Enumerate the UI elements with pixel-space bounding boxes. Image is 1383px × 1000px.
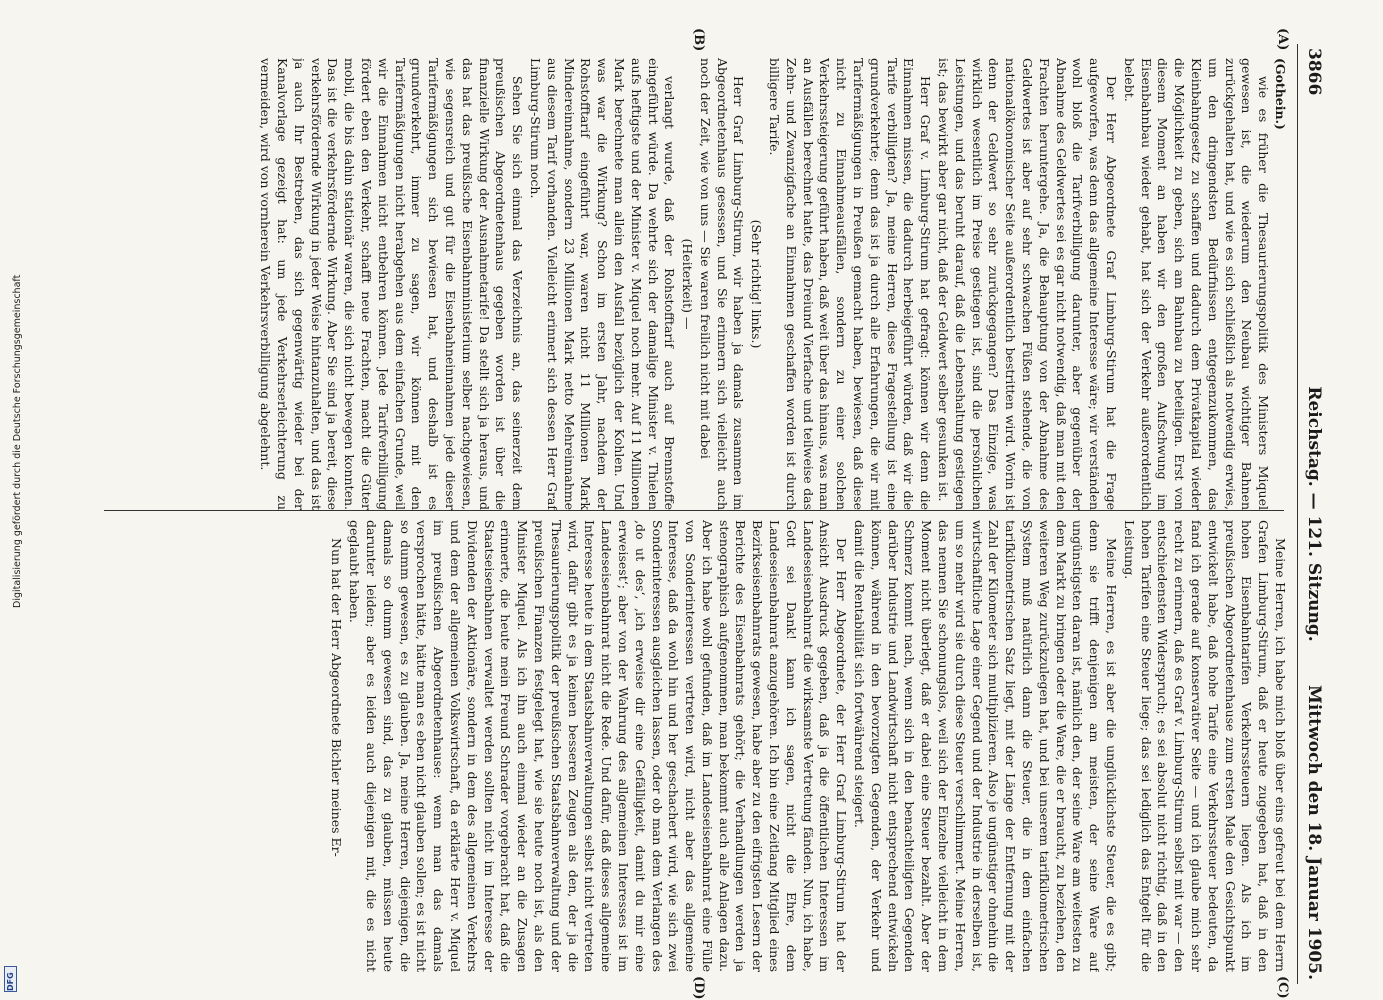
interjection: (Sehr richtig! links.) (749, 219, 765, 349)
digitization-credit: Digitalisierung gefördert durch die Deutsche Forschungsgemeinschaft (12, 274, 23, 608)
session-date: Mittwoch den 18. Januar 1905. (1304, 685, 1324, 980)
paragraph: Der Herr Abgeordnete, der Herr Graf Limburg-Stirum hat der Ansicht Ausdruck gegeben, daß ja die öffentlichen Interessen im Landeseisenbahnrat die wirksamste Vertretung fänden. Nun, ich habe, Gott sei Dank! kann ich sagen, nicht die Ehre, dem Landeseisenbahnrat anzugehören. Ich bin eine Zeitlang Mitglied eines Bezirkseisenbahnrats gewesen, habe aber zu den eifrigsten Lesern der Berichte des Eisenbahnrats gehört; die Verhandlungen werden ja stenographisch aufgenommen, man bekommt auch alle Anlagen dazu. Aber ich habe wohl gefunden, daß im Landeseisenbahnrat eine Fülle von Sonderinteressen vertreten wird, nicht aber das allgemeine Interesse, daß da wohl hin und her geschachert wird, wie sich zwei Sonderinteressen ausgleichen lassen, oder ob man dem Verlangen des ‚do ut des‘, ‚ich erweise dir eine Gefälligkeit, damit du mir eine erweisest‘; aber von der Wahrung des allgemeinen Interesses ist im Landeseisenbahnrat nicht die Rede. Und dafür, daß dieses allgemeine Interesse heute in dem Staatsbahnverwaltungen selbst nicht vertreten wird, dafür gibt es ja keinen besseren Zeugen als den, der ja die Thesaurierungspolitik der preußischen Staatsbahnverwaltung und der preußischen Finanzen festgelegt hat, wie sie heute noch ist, als den Minister Miquel. Als ich ihn auch einmal wieder an die Zusagen erinnerte, die heute mein Freund Schrader vorgebracht hat, daß die Staatseisenbahnen verwaltet werden sollten nicht im Interesse der Dividenden der Aktionäre, sondern in dem des allgemeinen Verkehrs und dem der allgemeinen Volkswirtschaft, da erklärte Herr v. Miquel im preußischen Abgeordnetenhause: wenn man das damals versprochen hätte, hätte man es eben nicht glauben sollen; es ist nicht so dumm gewesen, es zu glauben. Ja, meine Herren, diejenigen, die damals so dumm gewesen sind, das zu glauben, müssen heute darunter leiden; aber es leiden auch diejenigen mit, die es nicht geglaubt haben. (347, 520, 850, 972)
interjection: (Heiterkeit) — (680, 238, 696, 330)
speaker-tag: (Gothein.) (1273, 58, 1288, 130)
margin-marker-c: (C) (1275, 976, 1290, 999)
digitization-footer (0, 0, 23, 1000)
paragraph: Herr Graf Limburg-Stirum, wir haben ja damals zusammen im Abgeordnetenhaus gesessen, und Sie erinnern sich vielleicht auch noch der Zeit, wie von uns — Sie waren freilich nicht mit dabei (697, 58, 747, 510)
paragraph: Herr Graf v. Limburg-Stirum hat gefragt: können wir denn die Einnahmen missen, die dadurch herbeigeführt würden, daß wir die Tarife verbilligten? Ja, meine Herren, diese Fragestellung ist eine grundverkehrte; denn das ist ja durch alle Erfahrungen, die wir mit Tarifermäßigungen in Preußen gemacht haben, bewiesen, daß diese nicht zu Einnahmeausfällen, sondern zu einer solchen Verkehrssteigerung geführt haben, daß weit über das hinaus, was man an Ausfällen berechnet hatte, das Dreiund Vierfache und teilweise das Zehn- und Zwanzigfache an Einnahmen geschaffen worden ist durch billigere Tarife. (767, 58, 934, 510)
paragraph: Sehen Sie sich einmal das Verzeichnis an, das seinerzeit dem preußischen Abgeordnetenhaus gegeben worden ist über die finanzielle Wirkung der Ausnahmetarife! Da stellt sich ja heraus, und das hat das preußische Eisenbahnministerium selber nachgewiesen, wie segensreich und gut für die Eisenbahneinnahmen jede dieser Tarifermäßigungen sich bewiesen hat, und deshalb ist es grundverkehrt, immer zu sagen, wir können mit den Tarifermäßigungen nicht herabgehen aus dem einfachen Grunde, weil wir die Einnahmen nicht entbehren können. Jede Tarifverbilligung fördert eben den Verkehr, schafft neue Frachten, macht die Güter mobil, die bis dahin stationär waren, die sich nicht bewegen konnten. Das ist die verkehrsfördernde Wirkung. Aber Sie sind ja bereit, diese verkehrsfördernde Wirkung in jeder Weise hintanzuhalten, und das ist ja auch Ihr Bestreben, das sich gegenwärtig wieder bei der Kanalvorlage gezeigt hat: um jede Verkehrserleichterung zu vermeiden, wird von vornherein Verkehrsverbilligung abgelehnt. (258, 58, 526, 510)
margin-marker-a: (A) (1275, 28, 1290, 51)
session-title: Reichstag. — 121. Sitzung. (1304, 386, 1324, 642)
page-number: 3866 (1304, 48, 1324, 96)
right-column (88, 520, 1288, 972)
paragraph: wie es früher die Thesaurierungspolitik des Ministers Miquel gewesen ist, die wiederum den Neubau wichtiger Bahnen zurückgehalten hat, und wie es sich schließlich als notwendig erwies, um den dringendsten Bedürfnissen entgegenzukommen, das Kleinbahngesetz zu schaffen und dadurch dem Privatkapital wieder die Möglichkeit zu geben, sich am Bahnbau zu beteiligen. Erst von diesem Moment an haben wir den großen Aufschwung im Eisenbahnbau wieder gehabt, hat sich der Verkehr außerordentlich belebt. (1121, 58, 1272, 510)
margin-marker-b: (B) (691, 28, 706, 52)
margin-marker-d: (D) (691, 976, 706, 1000)
paragraph: verlangt wurde, daß der Rohstofftarif auch auf Brennstoffe eingeführt würde. Da wehrte sich der damalige Minister v. Thielen aufs heftigste und der Minister v. Miquel noch mehr. Auf 11 Millionen Mark berechnete man allein den Ausfall bezüglich der Kohlen. Und was war die Wirkung? Schon im ersten Jahr, nachdem der Rohstofftarif eingeführt war, waren nicht 11 Millionen Mark Mindereinnahme, sondern 23 Millionen Mark netto Mehreinnahme aus diesem Tarif vorhanden. Vielleicht erinnert sich dessen Herr Graf Limburg-Stirum noch. (527, 58, 678, 510)
paragraph: Meine Herren, ich habe mich bloß über eins gefreut bei dem Herrn Grafen Limburg-Stirum, daß er heute zugegeben hat, daß in den hohen Eisenbahntarifen Verkehrssteuern liegen. Als ich im preußischen Abgeordnetenhause zum ersten Male den Gesichtspunkt entwickelt habe, daß hohe Tarife eine Verkehrssteuer bedeuten, da fand ich gerade auf konservativer Seite — und ich glaube mich sehr recht zu erinnern, daß es Graf v. Limburg-Stirum selbst mit war — den entschiedensten Widerspruch; es sei absolut nicht richtig, daß in den hohen Tarifen eine Steuer liege; das sei lediglich das Entgelt für die Leistung. (1121, 520, 1288, 972)
paragraph: Der Herr Abgeordnete Graf Limburg-Stirum hat die Frage aufgeworfen, was denn das allgemeine Interesse wäre; wir verständen wohl bloß die Tarifverbilligung darunter, aber gegenüber der Abnahme des Geldwertes sei es gar nicht notwendig, daß man mit den Frachten heruntergehe. Ja, die Behauptung von der Abnahme des Geldwertes ist aber auf sehr schwachen Füßen stehende, die von nationalökonomischer Seite außerordentlich bestritten wird. Worin ist denn der Geldwert so sehr zurückgegangen? Das Einzige, was wirklich wesentlich im Preise gestiegen ist, sind die persönlichen Leistungen, und das beruht darauf, daß die Lebenshaltung gestiegen ist; das bewirkt aber gar nicht, daß der Geldwert selber gesunken ist. (936, 58, 1120, 510)
page-header (1297, 44, 1324, 984)
left-column (88, 58, 1288, 510)
column-divider (104, 510, 1284, 511)
dfg-logo: DFG (4, 966, 17, 992)
rotated-newspaper-page (74, 28, 1324, 1000)
paragraph: Meine Herren, es ist aber die unglücklichste Steuer, die es gibt; denn sie trifft denjenigen am meisten, der seine Ware auf ungünstigsten daran ist, nämlich den, der seine Ware am weitesten zu dem Markt zu bringen oder die Ware, die er braucht, zu beziehen, den weiteren Weg zurückzulegen hat, und bei unserem tarifkilometrischen System muß natürlich dann die Steuer, die in dem einfachen tarifkilometrischen Satz liegt, mit der Länge der Entfernung mit der Zahl der Kilometer sich multiplizieren. Also je ungünstiger ohnehin die wirtschaftliche Lage einer Gegend und der Industrie in derselben ist, um so mehr wird sie durch diese Steuer verschlimmert. Meine Herren, das nennen Sie schonungslos, weil sich der Einzelne vielleicht in dem Moment nicht überlegt, daß er dabei eine Steuer bezahlt. Aber der Schmerz kommt nach, wenn sich in den benachteiligten Gegenden darüber Industrie und Landwirtschaft nicht entsprechend entwickeln können, während in den bevorzugten Gegenden, der Verkehr und damit die Rentabilität sich fortwährend steigert. (852, 520, 1120, 972)
paragraph: Nun hat der Herr Abgeordnete Bichler meines Er- (329, 538, 345, 857)
